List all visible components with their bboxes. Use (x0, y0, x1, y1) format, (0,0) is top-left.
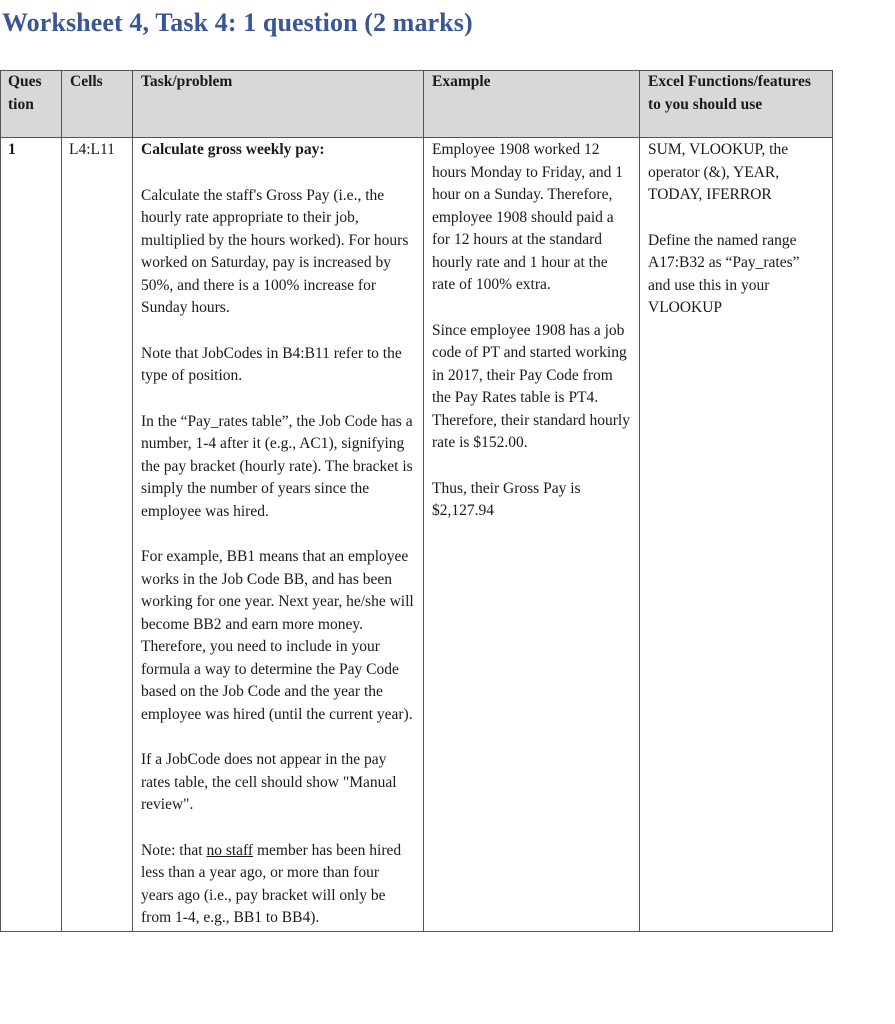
table-row (1, 138, 833, 932)
task-table (0, 70, 833, 932)
task-paragraph-2: Note that JobCodes in B4:B11 refer to the type of position. (141, 344, 402, 384)
task-paragraph-6 (141, 840, 415, 930)
task-paragraph-1: Calculate the staff's Gross Pay (i.e., the hourly rate appropriate to their job, multiplied by the hours worked). For hours worked on Saturday, pay is increased by 50%, and there is a 100% increase for Sunday hours. (141, 186, 409, 316)
functions-paragraph-1: SUM, VLOOKUP, the operator (&), YEAR, TODAY, IFERROR (648, 141, 789, 203)
example-paragraph-1: Employee 1908 worked 12 hours Monday to Friday, and 1 hour on a Sunday. Therefore, employee 1908 should paid a for 12 hours at the standard hourly rate and 1 hour at the rate of 100% extra. (432, 141, 624, 293)
header-cells: Cells (62, 71, 133, 138)
cells-range: L4:L11 (62, 138, 133, 932)
task-heading: Calculate gross weekly pay: (141, 141, 325, 158)
task-p6-after: member has been hired less than a year ago, or more than four years ago (i.e., pay bracket will only be from 1-4, e.g., BB1 to BB4). (141, 841, 402, 926)
task-p6-before: Note: that (141, 841, 207, 859)
header-example: Example (424, 71, 640, 138)
task-cell (133, 138, 424, 932)
header-task: Task/problem (133, 71, 424, 138)
functions-paragraph-2: Define the named range A17:B32 as “Pay_rates” and use this in your VLOOKUP (648, 231, 800, 316)
example-cell (424, 138, 640, 932)
task-paragraph-3: In the “Pay_rates table”, the Job Code has a number, 1-4 after it (e.g., AC1), signifying the pay bracket (hourly rate). The bracket is simply the number of years since the employee was hired. (141, 412, 413, 520)
task-paragraph-4: For example, BB1 means that an employee works in the Job Code BB, and has been working for one year. Next year, he/she will become BB2 and earn more money. Therefore, you need to include in your formula a way to determine the Pay Code based on the Job Code and the year the employee was hired (until the current year). (141, 548, 414, 723)
task-paragraph-5: If a JobCode does not appear in the pay rates table, the cell should show "Manual review". (141, 751, 397, 813)
task-p6-underlined: no staff (206, 841, 254, 859)
header-functions: Excel Functions/features to you should use (640, 71, 833, 138)
header-row (1, 71, 833, 138)
header-question: Ques tion (1, 71, 62, 138)
functions-cell (640, 138, 833, 932)
question-number: 1 (1, 138, 62, 932)
example-paragraph-3: Thus, their Gross Pay is $2,127.94 (432, 479, 581, 519)
example-paragraph-2: Since employee 1908 has a job code of PT and started working in 2017, their Pay Code from the Pay Rates table is PT4. Therefore, their standard hourly rate is $152.00. (432, 321, 630, 451)
page-title: Worksheet 4, Task 4: 1 question (2 marks) (2, 8, 473, 37)
